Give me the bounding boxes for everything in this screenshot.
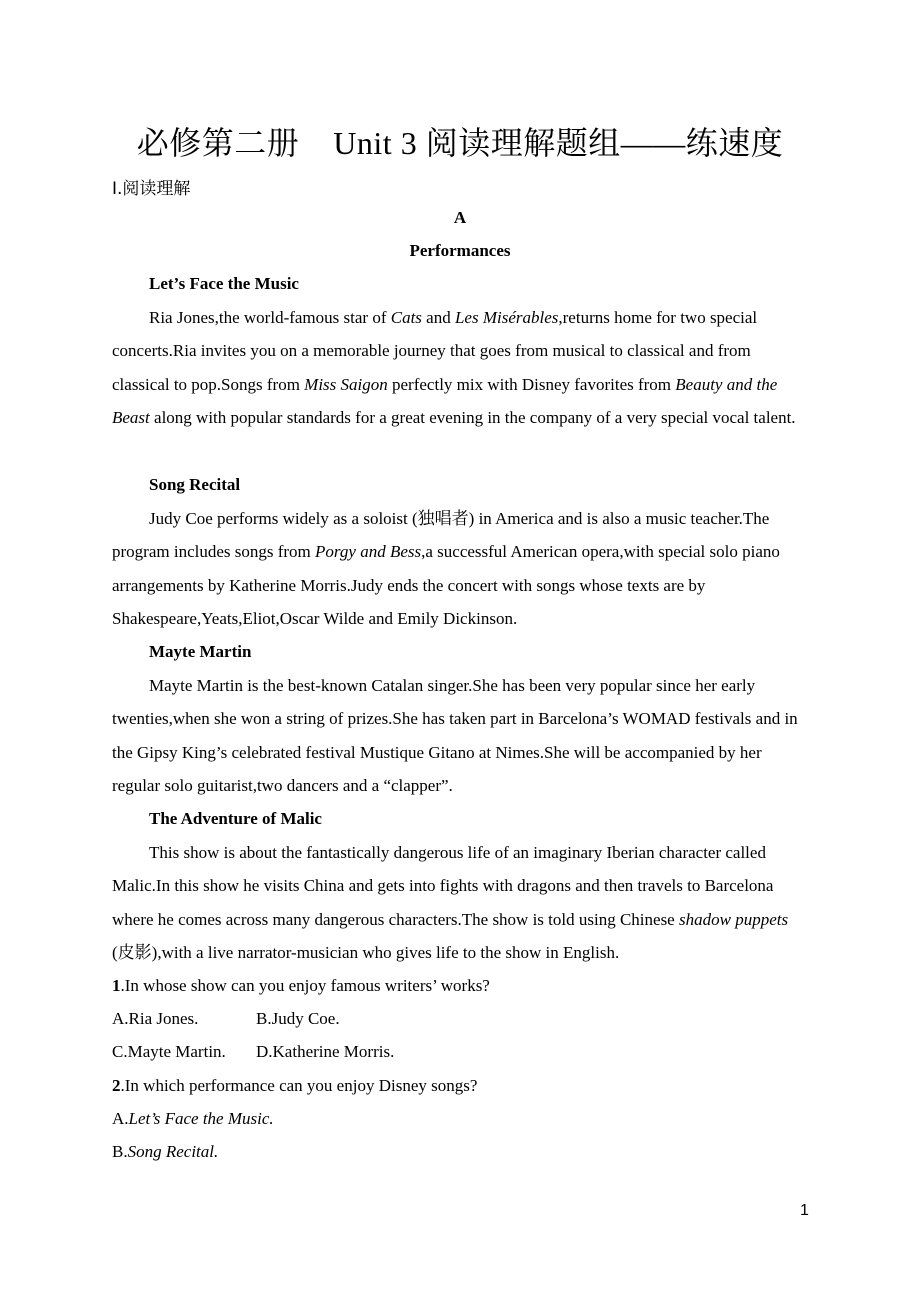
q2-option-b: B.Song Recital.: [112, 1142, 219, 1161]
paragraph-mayte-martin: Mayte Martin is the best-known Catalan singer.She has been very popular since her early twenties,when she won a string of prizes.She has taken part in Barcelona’s WOMAD festivals and in the Gipsy King’s celebrated festival Mustique Gitano at Nimes.She will be accompanied by her regular solo guitarist,two dancers and a “clapper”.: [112, 676, 798, 796]
page-number: 1: [800, 1202, 809, 1219]
paragraph-face-the-music: Ria Jones,the world-famous star of Cats and Les Misérables,returns home for two special concerts.Ria invites you on a memorable journey that goes from musical to classical and from classical to pop.Songs from Miss Saigon perfectly mix with Disney favorites from Beauty and the Beast along with popular standards for a great evening in the company of a very special vocal talent.: [112, 308, 796, 428]
q1-option-b: B.Judy Coe.: [256, 1009, 340, 1028]
heading-mayte-martin: Mayte Martin: [149, 642, 252, 661]
section-heading: Ⅰ.阅读理解: [112, 179, 191, 199]
q2-option-a: A.Let’s Face the Music.: [112, 1109, 274, 1128]
paragraph-adventure-of-malic: This show is about the fantastically dangerous life of an imaginary Iberian character called Malic.In this show he visits China and gets into fights with dragons and then travels to Barcelona where he comes across many dangerous characters.The show is told using Chinese shadow puppets (皮影),with a live narrator-musician who gives life to the show in English.: [112, 843, 789, 963]
paragraph-song-recital: Judy Coe performs widely as a soloist (独唱者) in America and is also a music teacher.The program includes songs from Porgy and Bess,a successful American opera,with special solo piano arrangements by Katherine Morris.Judy ends the concert with songs whose texts are by Shakespeare,Yeats,Eliot,Oscar Wilde and Emily Dickinson.: [112, 509, 780, 629]
q1-option-c: C.Mayte Martin.: [112, 1042, 226, 1061]
heading-adventure-of-malic: The Adventure of Malic: [149, 809, 322, 828]
heading-face-the-music: Let’s Face the Music: [149, 274, 299, 293]
title-unit: Unit 3 阅读理解题组——练速度: [333, 125, 784, 161]
passage-letter: A: [453, 208, 467, 227]
page-title: [0, 118, 920, 164]
q1-option-d: D.Katherine Morris.: [256, 1042, 395, 1061]
passage-title: Performances: [409, 241, 511, 260]
q1-option-a: A.Ria Jones.: [112, 1009, 199, 1028]
question-1: 1.In whose show can you enjoy famous writers’ works?: [112, 976, 490, 995]
heading-song-recital: Song Recital: [149, 475, 241, 494]
title-book: 必修第二册: [136, 125, 300, 161]
question-2: 2.In which performance can you enjoy Disney songs?: [112, 1076, 478, 1095]
